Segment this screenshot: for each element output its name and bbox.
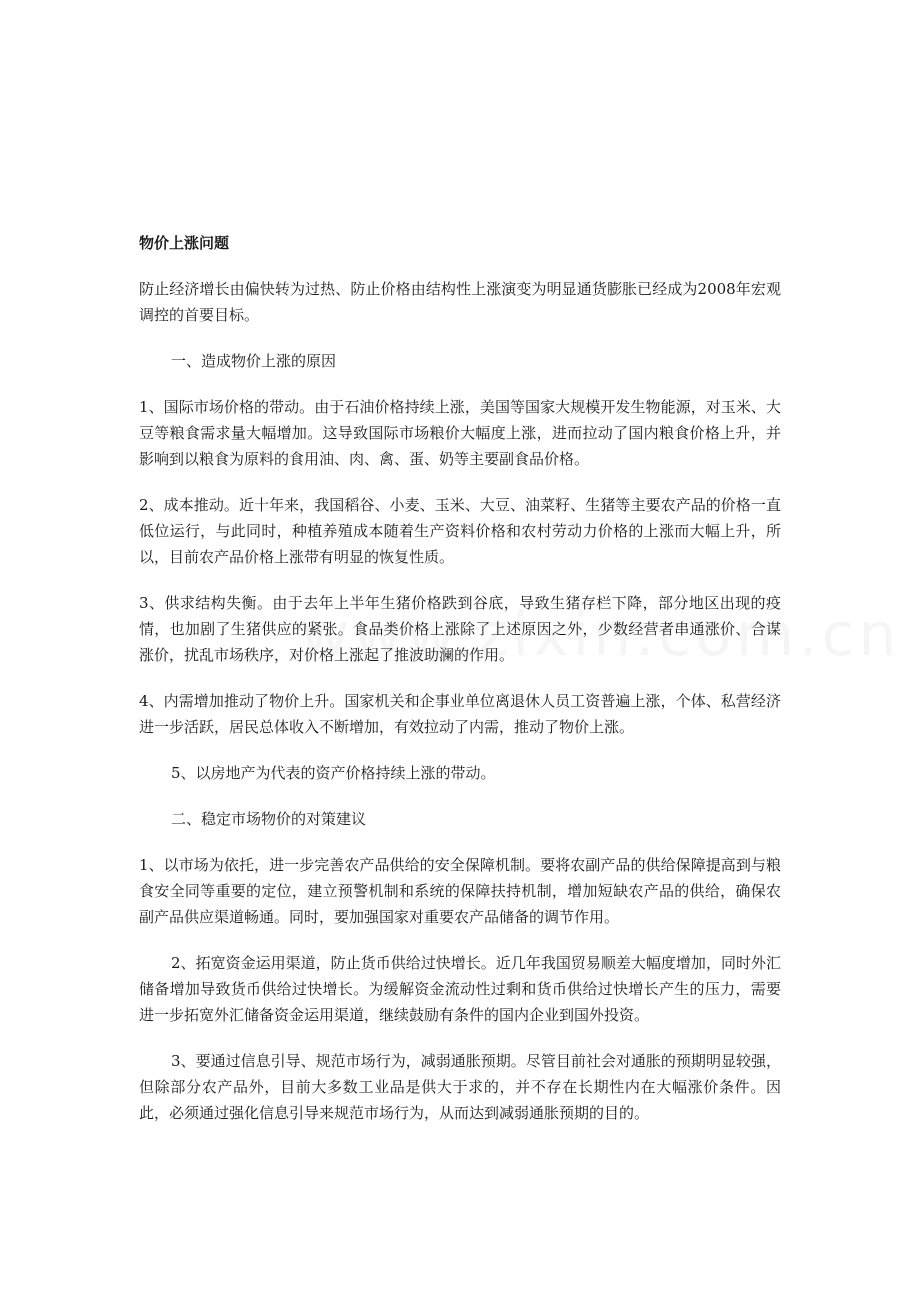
cause-paragraph: 5、以房地产为代表的资产价格持续上涨的带动。 [171,764,496,782]
section-heading-measures: 二、稳定市场物价的对策建议 [171,810,367,828]
cause-paragraph: 1、国际市场价格的带动。由于石油价格持续上涨，美国等国家大规模开发生物能源，对玉米、大豆等粮食需求量大幅增加。这导致国际市场粮价大幅度上涨，进而拉动了国内粮食价格上升，并影响到以粮食为原料的食用油、肉、禽、蛋、奶等主要副食品价格。 [139,398,781,468]
measure-paragraph: 3、要通过信息引导、规范市场行为，减弱通胀预期。尽管目前社会对通胀的预期明显较强，但除部分农产品外，目前大多数工业品是供大于求的，并不存在长期性内在大幅涨价条件。因此，必须通过强化信息引导来规范市场行为，从而达到减弱通胀预期的目的。 [139,1052,781,1122]
measure-paragraph: 2、拓宽资金运用渠道，防止货币供给过快增长。近几年我国贸易顺差大幅度增加，同时外汇储备增加导致货币供给过快增长。为缓解资金流动性过剩和货币供给过快增长产生的压力，需要进一步拓宽外汇储备资金运用渠道，继续鼓励有条件的国内企业到国外投资。 [139,954,781,1024]
measure-paragraph: 1、以市场为依托，进一步完善农产品供给的安全保障机制。要将农副产品的供给保障提高到与粮食安全同等重要的定位，建立预警机制和系统的保障扶持机制，增加短缺农产品的供给，确保农副产品供应渠道畅通。同时，要加强国家对重要农产品储备的调节作用。 [139,856,781,926]
intro-paragraph: 防止经济增长由偏快转为过热、防止价格由结构性上涨演变为明显通货膨胀已经成为2008年宏观调控的首要目标。 [139,280,781,324]
section-heading-causes: 一、造成物价上涨的原因 [171,352,337,370]
cause-paragraph: 2、成本推动。近十年来，我国稻谷、小麦、玉米、大豆、油菜籽、生猪等主要农产品的价格一直低位运行，与此同时，种植养殖成本随着生产资料价格和农村劳动力价格的上涨而大幅上升，所以，目前农产品价格上涨带有明显的恢复性质。 [139,496,781,566]
document-body [139,230,781,1146]
cause-paragraph: 3、供求结构失衡。由于去年上半年生猪价格跌到谷底，导致生猪存栏下降，部分地区出现的疫情，也加剧了生猪供应的紧张。食品类价格上涨除了上述原因之外，少数经营者串通涨价、合谋涨价，扰乱市场秩序，对价格上涨起了推波助澜的作用。 [139,594,781,664]
document-title: 物价上涨问题 [139,234,230,252]
cause-paragraph: 4、内需增加推动了物价上升。国家机关和企事业单位离退休人员工资普遍上涨，个体、私营经济进一步活跃，居民总体收入不断增加，有效拉动了内需，推动了物价上涨。 [139,692,781,736]
